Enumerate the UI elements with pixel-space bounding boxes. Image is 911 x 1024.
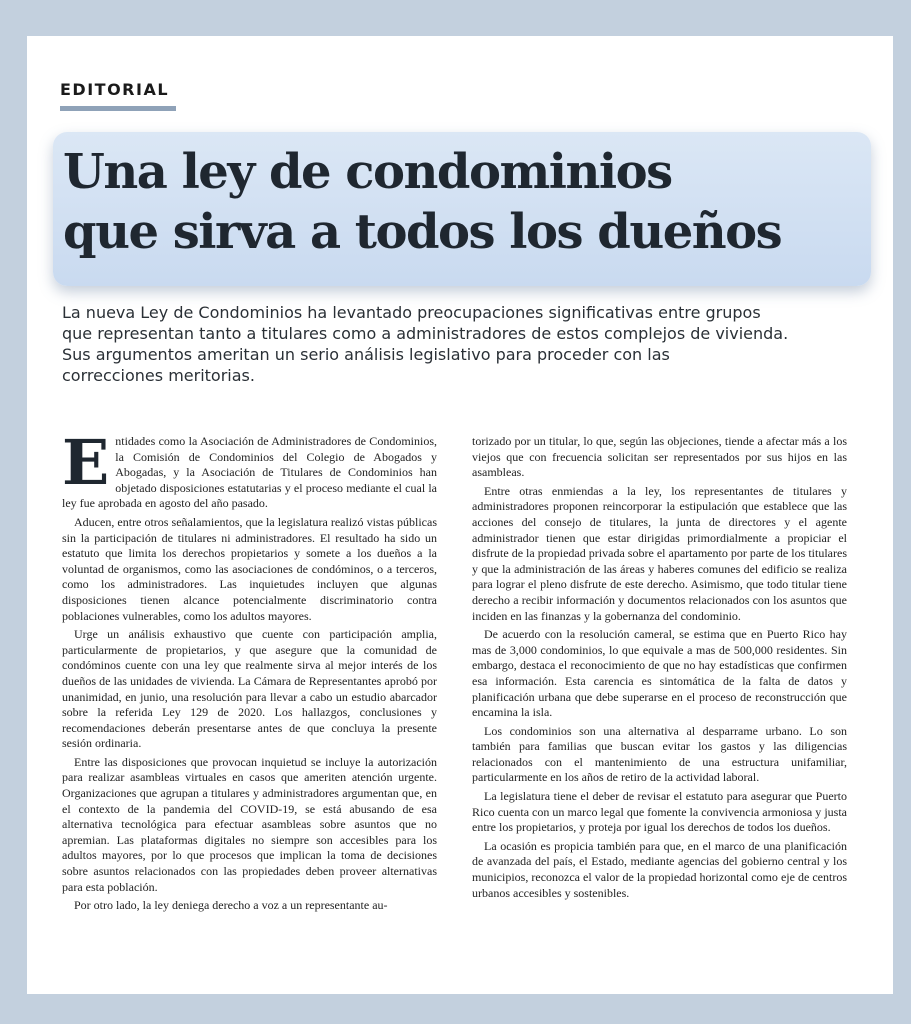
paragraph: Los condominios son una alternativa al desparrame urbano. Lo son también para familias que buscan evitar los gastos y las diligencias relacionados con el mantenimiento de una estructura unifamiliar, particularmente en los años de retiro de la actividad laboral. bbox=[472, 723, 847, 785]
headline-line-2: que sirva a todos los dueños bbox=[63, 204, 782, 260]
newspaper-page bbox=[27, 36, 893, 994]
paragraph bbox=[62, 426, 437, 512]
headline-line-1: Una ley de condominios bbox=[63, 144, 672, 200]
deck-line-1: La nueva Ley de Condominios ha levantado preocupaciones significativas entre grupos bbox=[62, 303, 761, 322]
headline bbox=[63, 142, 781, 262]
paragraph: torizado por un titular, lo que, según las objeciones, tiende a afectar más a los viejos que con frecuencia solicitan ser representados por sus hijos en las asambleas. bbox=[472, 434, 847, 480]
deck-line-3: Sus argumentos ameritan un serio análisis legislativo para proceder con las bbox=[62, 345, 670, 364]
deck-line-4: correcciones meritorias. bbox=[62, 366, 255, 385]
paragraph: La ocasión es propicia también para que, en el marco de una planificación de avanzada del país, el Estado, mediante agencias del gobierno central y los municipios, reconozca el valor de la propiedad horizontal como eje de centros urbanos accesibles y sostenibles. bbox=[472, 838, 847, 900]
paragraph: Aducen, entre otros señalamientos, que la legislatura realizó vistas públicas sin la participación de titulares ni administradores. El resultado ha sido un estatuto que limita los derechos propietarios y somete a los dueños a la voluntad de organismos, como las asociaciones de condóminos, o a terceros, como los administradores. Las inquietudes incluyen que algunas disposiciones tienen alcance potencialmente discriminatorio contra poblaciones vulnerables, como los adultos mayores. bbox=[62, 514, 437, 623]
section-rule bbox=[60, 106, 176, 111]
section-label: EDITORIAL bbox=[60, 80, 170, 99]
paragraph: De acuerdo con la resolución cameral, se estima que en Puerto Rico hay mas de 3,000 condominios, lo que equivale a mas de 500,000 residentes. Sin embargo, destaca el reconocimiento de que no hay estadísticas que confirmen esa información. Esta carencia es sintomática de la falta de datos y planificación urbana que debe superarse en el proceso de reconstrucción que encamina la isla. bbox=[472, 627, 847, 720]
deck-subheading bbox=[62, 302, 862, 386]
drop-cap: E bbox=[62, 426, 110, 499]
article-column-left bbox=[62, 426, 437, 917]
paragraph: La legislatura tiene el deber de revisar el estatuto para asegurar que Puerto Rico cuenta con un marco legal que fomente la convivencia armoniosa y justa entre los propietarios, y proteja por igual los derechos de todos los dueños. bbox=[472, 789, 847, 835]
paragraph: Por otro lado, la ley deniega derecho a voz a un representante au- bbox=[74, 898, 388, 913]
paragraph: Entre otras enmiendas a la ley, los representantes de titulares y administradores proponen reincorporar la estipulación que establece que las acciones del consejo de titulares, la junta de directores y el agente administrador tienen que estar dirigidas primordialmente a propiciar el disfrute de la propiedad privada sobre el apartamento por parte de los titulares y que la administración de las áreas y haberes comunes del edificio se realiza para lograr el pleno disfrute de este derecho. Asimismo, que todo titular tiene derecho a recibir información y documentos relacionados con los asuntos que inciden en las finanzas y la gobernanza del condominio. bbox=[472, 483, 847, 623]
deck-line-2: que representan tanto a titulares como a administradores de estos complejos de vivienda. bbox=[62, 324, 789, 343]
paragraph: Urge un análisis exhaustivo que cuente con participación amplia, particularmente de propietarios, y que asegure que la comunidad de condóminos cuente con una ley que realmente sirva al mejor interés de los dueños de las unidades de vivienda. La Cámara de Representantes aprobó por unanimidad, en junio, una resolución para llevar a cabo un estudio abarcador sobre la referida Ley 129 de 2020. Los hallazgos, conclusiones y recomendaciones deberán presentarse antes de que concluya la presente sesión ordinaria. bbox=[62, 627, 437, 751]
paragraph: Entre las disposiciones que provocan inquietud se incluye la autorización para realizar asambleas virtuales en casos que ameriten atención urgente. Organizaciones que agrupan a titulares y administradores argumentan que, en el contexto de la pandemia del COVID-19, se está abusando de esa alternativa tecnológica para efectuar asambleas sobre asuntos que no apremian. Las plataformas digitales no siempre son accesibles para los adultos mayores, por lo que procesos que implican la toma de decisiones sobre asuntos relacionados con las propiedades deben proveer alternativas para esta población. bbox=[62, 754, 437, 894]
paragraph-text: ntidades como la Asociación de Administradores de Condominios, la Comisión de Condominios del Colegio de Abogados y Abogadas, y la Asociación de Titulares de Condominios han objetado disposiciones estatutarias y el proceso mediante el cual la ley fue aprobada en agosto del año pasado. bbox=[62, 434, 437, 511]
article-column-right bbox=[472, 434, 847, 904]
